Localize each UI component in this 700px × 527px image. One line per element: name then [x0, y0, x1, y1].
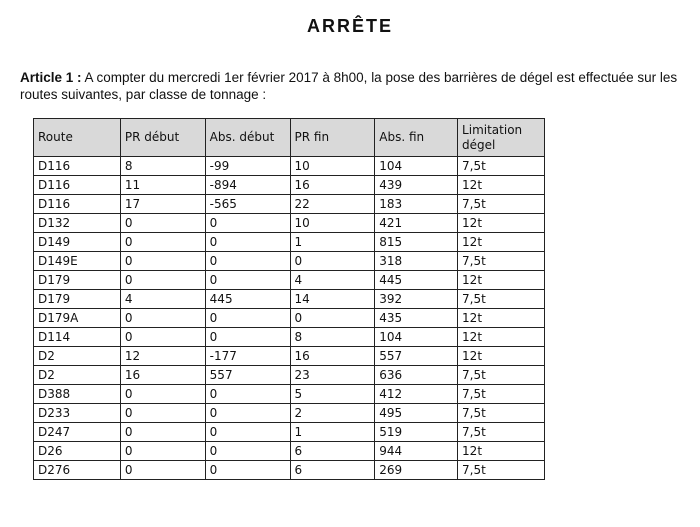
cell-abs-debut: 0	[205, 385, 290, 404]
header-pr-fin: PR fin	[290, 119, 375, 157]
cell-abs-debut: 0	[205, 271, 290, 290]
article-paragraph	[20, 69, 685, 103]
cell-pr-debut: 17	[120, 195, 205, 214]
cell-pr-debut: 4	[120, 290, 205, 309]
cell-pr-fin: 8	[290, 328, 375, 347]
header-abs-fin: Abs. fin	[375, 119, 458, 157]
cell-limitation: 7,5t	[458, 404, 545, 423]
table-row	[34, 176, 545, 195]
cell-pr-fin: 4	[290, 271, 375, 290]
cell-limitation: 12t	[458, 309, 545, 328]
cell-route: D179A	[34, 309, 121, 328]
cell-abs-fin: 318	[375, 252, 458, 271]
cell-route: D388	[34, 385, 121, 404]
table-row	[34, 385, 545, 404]
cell-abs-debut: 0	[205, 214, 290, 233]
cell-abs-debut: 557	[205, 366, 290, 385]
cell-route: D179	[34, 290, 121, 309]
cell-limitation: 7,5t	[458, 290, 545, 309]
cell-limitation: 7,5t	[458, 157, 545, 176]
cell-pr-fin: 10	[290, 214, 375, 233]
restriction-table	[33, 118, 545, 480]
cell-limitation: 12t	[458, 271, 545, 290]
cell-abs-debut: 445	[205, 290, 290, 309]
table-row	[34, 404, 545, 423]
cell-route: D114	[34, 328, 121, 347]
cell-limitation: 12t	[458, 233, 545, 252]
cell-pr-debut: 0	[120, 271, 205, 290]
cell-pr-debut: 0	[120, 214, 205, 233]
cell-pr-fin: 23	[290, 366, 375, 385]
table-row	[34, 271, 545, 290]
cell-abs-fin: 269	[375, 461, 458, 480]
cell-pr-debut: 0	[120, 252, 205, 271]
cell-pr-debut: 0	[120, 385, 205, 404]
cell-route: D2	[34, 366, 121, 385]
cell-pr-debut: 0	[120, 233, 205, 252]
cell-abs-fin: 445	[375, 271, 458, 290]
cell-pr-fin: 1	[290, 423, 375, 442]
cell-pr-fin: 0	[290, 309, 375, 328]
cell-abs-fin: 104	[375, 328, 458, 347]
cell-route: D116	[34, 176, 121, 195]
cell-abs-debut: 0	[205, 252, 290, 271]
cell-abs-fin: 636	[375, 366, 458, 385]
cell-limitation: 7,5t	[458, 423, 545, 442]
cell-pr-fin: 14	[290, 290, 375, 309]
cell-abs-fin: 495	[375, 404, 458, 423]
cell-route: D233	[34, 404, 121, 423]
cell-route: D149E	[34, 252, 121, 271]
table-row	[34, 195, 545, 214]
cell-limitation: 12t	[458, 442, 545, 461]
cell-limitation: 7,5t	[458, 195, 545, 214]
header-abs-debut: Abs. début	[205, 119, 290, 157]
cell-pr-debut: 0	[120, 404, 205, 423]
cell-abs-debut: -565	[205, 195, 290, 214]
table-row	[34, 461, 545, 480]
cell-route: D116	[34, 195, 121, 214]
header-route: Route	[34, 119, 121, 157]
cell-route: D2	[34, 347, 121, 366]
cell-abs-fin: 439	[375, 176, 458, 195]
table-row	[34, 328, 545, 347]
cell-pr-fin: 16	[290, 347, 375, 366]
cell-abs-fin: 815	[375, 233, 458, 252]
table-row	[34, 423, 545, 442]
cell-pr-debut: 12	[120, 347, 205, 366]
table-row	[34, 309, 545, 328]
cell-pr-fin: 0	[290, 252, 375, 271]
cell-abs-debut: 0	[205, 423, 290, 442]
cell-pr-debut: 0	[120, 309, 205, 328]
article-label: Article 1 :	[20, 70, 82, 85]
cell-abs-debut: 0	[205, 233, 290, 252]
cell-abs-debut: -177	[205, 347, 290, 366]
table-body	[34, 157, 545, 480]
cell-limitation: 7,5t	[458, 461, 545, 480]
cell-abs-debut: 0	[205, 404, 290, 423]
cell-pr-debut: 0	[120, 442, 205, 461]
header-pr-debut: PR début	[120, 119, 205, 157]
cell-route: D132	[34, 214, 121, 233]
cell-abs-fin: 435	[375, 309, 458, 328]
cell-pr-fin: 6	[290, 442, 375, 461]
cell-abs-fin: 519	[375, 423, 458, 442]
cell-limitation: 7,5t	[458, 252, 545, 271]
cell-route: D116	[34, 157, 121, 176]
cell-pr-fin: 10	[290, 157, 375, 176]
cell-route: D276	[34, 461, 121, 480]
cell-pr-debut: 0	[120, 328, 205, 347]
cell-pr-debut: 8	[120, 157, 205, 176]
cell-limitation: 12t	[458, 347, 545, 366]
table-header-row	[34, 119, 545, 157]
cell-pr-debut: 0	[120, 461, 205, 480]
cell-pr-fin: 22	[290, 195, 375, 214]
cell-route: D179	[34, 271, 121, 290]
header-limitation-degel: Limitation dégel	[458, 119, 545, 157]
cell-pr-debut: 16	[120, 366, 205, 385]
cell-abs-fin: 944	[375, 442, 458, 461]
cell-route: D247	[34, 423, 121, 442]
cell-pr-fin: 2	[290, 404, 375, 423]
cell-abs-debut: 0	[205, 442, 290, 461]
cell-route: D26	[34, 442, 121, 461]
cell-abs-debut: 0	[205, 461, 290, 480]
cell-pr-fin: 16	[290, 176, 375, 195]
cell-abs-debut: 0	[205, 309, 290, 328]
cell-route: D149	[34, 233, 121, 252]
table-row	[34, 290, 545, 309]
cell-limitation: 12t	[458, 176, 545, 195]
cell-abs-fin: 104	[375, 157, 458, 176]
table-row	[34, 366, 545, 385]
document-title: ARRÊTE	[306, 16, 393, 36]
cell-abs-fin: 183	[375, 195, 458, 214]
table-row	[34, 233, 545, 252]
cell-abs-debut: -894	[205, 176, 290, 195]
table-row	[34, 252, 545, 271]
cell-limitation: 12t	[458, 214, 545, 233]
cell-abs-debut: 0	[205, 328, 290, 347]
cell-abs-fin: 557	[375, 347, 458, 366]
cell-abs-debut: -99	[205, 157, 290, 176]
table-row	[34, 347, 545, 366]
table-row	[34, 157, 545, 176]
cell-abs-fin: 412	[375, 385, 458, 404]
cell-pr-debut: 0	[120, 423, 205, 442]
cell-limitation: 7,5t	[458, 366, 545, 385]
cell-abs-fin: 421	[375, 214, 458, 233]
cell-pr-fin: 1	[290, 233, 375, 252]
cell-limitation: 12t	[458, 328, 545, 347]
table-row	[34, 214, 545, 233]
article-text: A compter du mercredi 1er février 2017 à 8h00, la pose des barrières de dégel est effectuée sur les routes suivantes, par classe de tonnage :	[20, 70, 678, 102]
cell-limitation: 7,5t	[458, 385, 545, 404]
cell-pr-fin: 6	[290, 461, 375, 480]
table-row	[34, 442, 545, 461]
cell-pr-debut: 11	[120, 176, 205, 195]
cell-abs-fin: 392	[375, 290, 458, 309]
cell-pr-fin: 5	[290, 385, 375, 404]
